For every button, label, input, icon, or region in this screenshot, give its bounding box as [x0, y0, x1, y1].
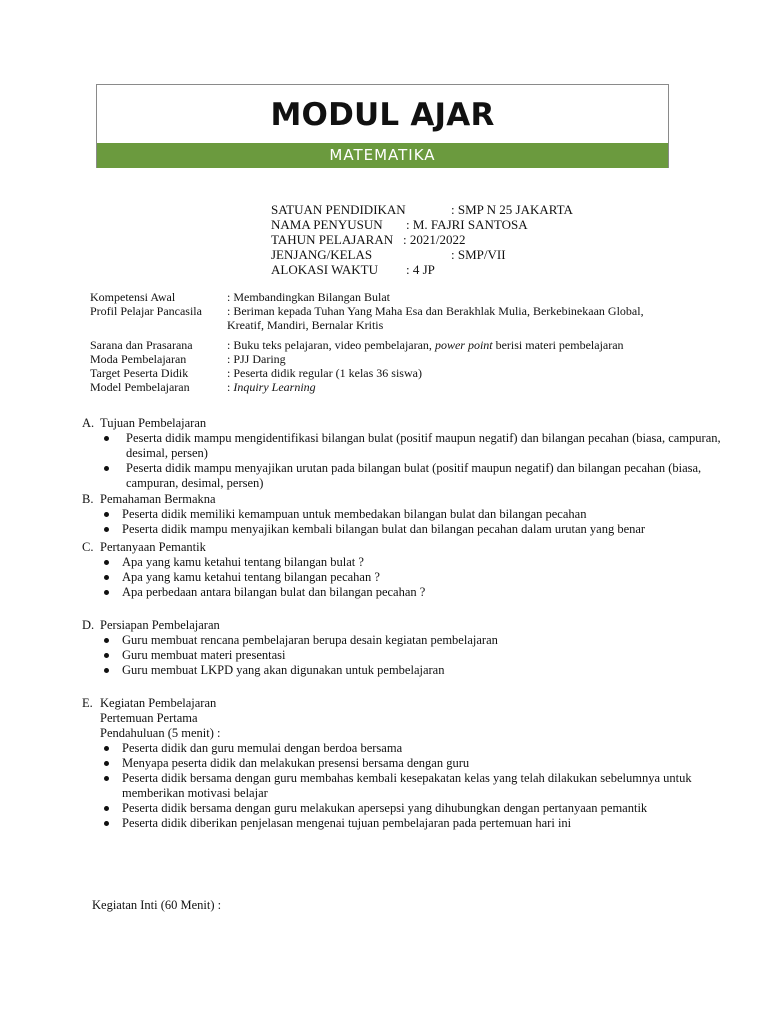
- info-label: Kompetensi Awal: [90, 290, 176, 304]
- list-item: Peserta didik dan guru memulai dengan berdoa bersama: [82, 741, 742, 756]
- identity-label: ALOKASI WAKTU: [271, 262, 379, 277]
- info-block: [90, 290, 690, 394]
- info-label: Model Pembelajaran: [90, 380, 190, 394]
- sarana-text: : Buku teks pelajaran, video pembelajaran,: [227, 338, 435, 352]
- model-prefix: :: [227, 380, 234, 394]
- section-heading: [82, 540, 742, 555]
- list-item: Guru membuat LKPD yang akan digunakan untuk pembelajaran: [82, 663, 742, 678]
- list-item: Apa yang kamu ketahui tentang bilangan bulat ?: [82, 555, 742, 570]
- bullet-list: [82, 431, 742, 491]
- identity-value: : M. FAJRI SANTOSA: [406, 217, 528, 232]
- sarana-text-end: berisi materi pembelajaran: [492, 338, 624, 352]
- section-heading: [82, 492, 742, 507]
- list-item: Apa yang kamu ketahui tentang bilangan pecahan ?: [82, 570, 742, 585]
- info-row-sarana: [90, 338, 690, 352]
- section-title: Pemahaman Bermakna: [100, 492, 216, 506]
- list-item: Guru membuat rencana pembelajaran berupa desain kegiatan pembelajaran: [82, 633, 742, 648]
- info-row-kompetensi: [90, 290, 690, 304]
- list-item: Peserta didik diberikan penjelasan mengenai tujuan pembelajaran pada pertemuan hari ini: [82, 816, 742, 831]
- identity-value: : SMP/VII: [451, 247, 506, 262]
- list-item: Menyapa peserta didik dan melakukan presensi bersama dengan guru: [82, 756, 742, 771]
- section-letter: C.: [82, 540, 94, 554]
- info-label: Sarana dan Prasarana: [90, 338, 193, 352]
- identity-label: JENJANG/KELAS: [271, 247, 373, 262]
- identity-label: NAMA PENYUSUN: [271, 217, 383, 232]
- info-value: [227, 338, 690, 352]
- section-letter: B.: [82, 492, 94, 506]
- section-tujuan: [82, 416, 742, 491]
- info-row-model: [90, 380, 690, 394]
- profil-line-1: : Beriman kepada Tuhan Yang Maha Esa dan Berakhlak Mulia, Berkebinekaan Global,: [227, 304, 644, 318]
- identity-value: : SMP N 25 JAKARTA: [451, 202, 573, 217]
- identity-label: SATUAN PENDIDIKAN: [271, 202, 406, 217]
- identity-value: : 4 JP: [406, 262, 435, 277]
- section-pemahaman: [82, 492, 742, 537]
- info-row-moda: [90, 352, 690, 366]
- section-letter: A.: [82, 416, 95, 430]
- section-subtitle: Pertemuan Pertama: [100, 711, 198, 725]
- header-box: [96, 84, 669, 168]
- info-value: : Membandingkan Bilangan Bulat: [227, 290, 390, 304]
- bullet-list: [82, 741, 742, 831]
- sarana-emphasis: power point: [434, 338, 493, 352]
- kegiatan-inti-heading: Kegiatan Inti (60 Menit) :: [92, 898, 222, 912]
- section-heading: [82, 416, 742, 431]
- section-heading: [82, 696, 742, 711]
- section-title: Kegiatan Pembelajaran: [100, 696, 217, 710]
- info-row-target: [90, 366, 690, 380]
- section-persiapan: [82, 618, 742, 678]
- info-value: : Peserta didik regular (1 kelas 36 siswa): [227, 366, 422, 380]
- list-item: Guru membuat materi presentasi: [82, 648, 742, 663]
- info-value: [227, 380, 690, 394]
- section-letter: E.: [82, 696, 93, 710]
- section-title: Tujuan Pembelajaran: [100, 416, 207, 430]
- profil-line-2: Kreatif, Mandiri, Bernalar Kritis: [227, 318, 384, 332]
- section-kegiatan: [82, 696, 742, 831]
- section-heading: [82, 618, 742, 633]
- list-item: Peserta didik bersama dengan guru melakukan apersepsi yang dihubungkan dengan pertanyaan pemantik: [82, 801, 742, 816]
- bullet-list: [82, 633, 742, 678]
- info-label: Target Peserta Didik: [90, 366, 189, 380]
- info-label: Moda Pembelajaran: [90, 352, 187, 366]
- list-item: Apa perbedaan antara bilangan bulat dan bilangan pecahan ?: [82, 585, 742, 600]
- section-intro: Pendahuluan (5 menit) :: [100, 726, 221, 740]
- document-title: MODUL AJAR: [270, 97, 495, 133]
- section-letter: D.: [82, 618, 95, 632]
- section-title: Persiapan Pembelajaran: [100, 618, 220, 632]
- list-item: Peserta didik mampu menyajikan urutan pada bilangan bulat (positif maupun negatif) dan bilangan pecahan (biasa, campuran, desimal, persen): [82, 461, 742, 491]
- info-label: Profil Pelajar Pancasila: [90, 304, 202, 318]
- subject-band: MATEMATIKA: [97, 143, 668, 168]
- section-pertanyaan: [82, 540, 742, 600]
- identity-value: : 2021/2022: [403, 232, 466, 247]
- model-emphasis: Inquiry Learning: [233, 380, 316, 394]
- list-item: Peserta didik memiliki kemampuan untuk membedakan bilangan bulat dan bilangan pecahan: [82, 507, 742, 522]
- list-item: Peserta didik mampu mengidentifikasi bilangan bulat (positif maupun negatif) dan bilangan pecahan (biasa, campuran, desimal, persen): [82, 431, 742, 461]
- bullet-list: [82, 507, 742, 537]
- bullet-list: [82, 555, 742, 600]
- section-title: Pertanyaan Pemantik: [100, 540, 206, 554]
- identity-label: TAHUN PELAJARAN: [271, 232, 394, 247]
- info-value: [227, 304, 690, 332]
- info-row-profil: [90, 304, 690, 332]
- list-item: Peserta didik bersama dengan guru membahas kembali kesepakatan kelas yang telah dilakukan sebelumnya untuk memberikan motivasi belajar: [82, 771, 742, 801]
- list-item: Peserta didik mampu menyajikan kembali bilangan bulat dan bilangan pecahan dalam urutan yang benar: [82, 522, 742, 537]
- info-value: : PJJ Daring: [227, 352, 286, 366]
